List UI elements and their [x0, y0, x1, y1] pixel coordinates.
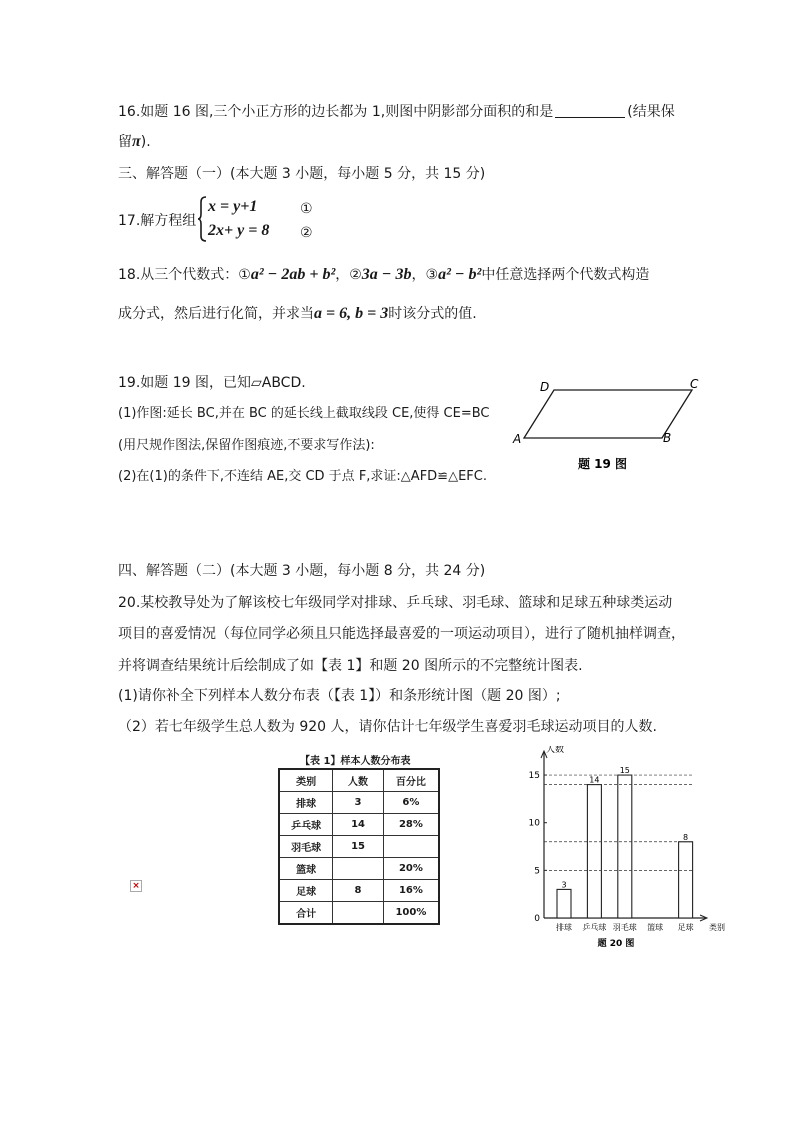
- cell: 14: [333, 814, 384, 836]
- y-tick-label: 10: [528, 818, 540, 829]
- q19-line1: 19.如题 19 图，已知▱ABCD.: [118, 375, 306, 391]
- bar: [679, 842, 693, 918]
- table-row: [279, 792, 439, 814]
- q20-line4: (1)请你补全下列样本人数分布表（【表 1】）和条形统计图（题 20 图）;: [118, 688, 561, 704]
- cell: 羽毛球: [279, 836, 333, 858]
- table-row: [279, 902, 439, 925]
- figure-20-caption: 题 20 图: [597, 939, 635, 949]
- cell: 6%: [383, 792, 439, 814]
- cell: 8: [333, 880, 384, 902]
- q17-mark1: ①: [300, 201, 313, 217]
- y-tick-label: 0: [534, 914, 540, 924]
- bar: [618, 775, 632, 918]
- section-4-heading: 四、解答题（二）(本大题 3 小题，每小题 8 分，共 24 分): [118, 563, 486, 579]
- q17-eq2: 2x+ y = 8: [208, 222, 270, 239]
- q19-line4: (2)在(1)的条件下,不连结 AE,交 CD 于点 F,求证:△AFD≌△EFC.: [118, 469, 487, 484]
- bar-value-label: 8: [683, 832, 689, 842]
- bar: [587, 785, 601, 918]
- figure-19-caption: 题 19 图: [578, 457, 628, 471]
- expr-2: 3a − 3b: [361, 266, 412, 283]
- header-category: 类别: [279, 769, 333, 792]
- q17-label: 17.解方程组: [118, 213, 197, 229]
- q19-line3: (用尺规作图法,保留作图痕迹,不要求写作法):: [118, 438, 375, 453]
- q18-text: ，②: [335, 267, 362, 283]
- q20-line5: （2）若七年级学生总人数为 920 人，请你估计七年级学生喜爱羽毛球运动项目的人数.: [118, 719, 657, 735]
- cell: 篮球: [279, 858, 333, 880]
- q18-text: 18.从三个代数式：①: [118, 267, 251, 283]
- bar-value-label: 15: [619, 766, 630, 776]
- bar: [557, 889, 571, 918]
- cell-blank[interactable]: [333, 902, 384, 925]
- table-row: [279, 858, 439, 880]
- q18-line2: [118, 304, 477, 324]
- cell: 16%: [383, 880, 439, 902]
- brace: [197, 196, 207, 246]
- expr-1: a² − 2ab + b²: [250, 266, 336, 283]
- parallelogram-figure: [510, 378, 710, 474]
- table-row: [279, 880, 439, 902]
- cell: 28%: [383, 814, 439, 836]
- q18-text: 中任意选择两个代数式构造: [481, 267, 650, 283]
- x-axis-label: 类别: [709, 923, 725, 932]
- q18-line1: [118, 265, 649, 285]
- q16-line1: [118, 102, 675, 122]
- header-count: 人数: [333, 769, 384, 792]
- q16-text: 16.如题 16 图,三个小正方形的边长都为 1,则图中阴影部分面积的和是: [118, 104, 554, 120]
- vertex-a-label: A: [513, 432, 522, 446]
- q19-line2: (1)作图:延长 BC,并在 BC 的延长线上截取线段 CE,使得 CE=BC: [118, 406, 490, 421]
- table-header-row: [279, 769, 439, 792]
- q18-text: 时该分式的值.: [388, 306, 477, 322]
- table-row: [279, 836, 439, 858]
- bar-chart-figure-20: [526, 746, 736, 952]
- bar-value-label: 3: [561, 880, 567, 890]
- expr-3: a² − b²: [438, 266, 482, 283]
- q16-text2: 留: [118, 134, 132, 150]
- y-tick-label: 5: [534, 866, 540, 877]
- section-3-heading: 三、解答题（一）(本大题 3 小题，每小题 5 分，共 15 分): [118, 166, 486, 182]
- q20-line1: 20.某校教导处为了解该校七年级同学对排球、乒乓球、羽毛球、篮球和足球五种球类运动: [118, 595, 673, 611]
- cell: 排球: [279, 792, 333, 814]
- header-percent: 百分比: [383, 769, 439, 792]
- chart-layer: [529, 746, 725, 949]
- cell-blank[interactable]: [333, 858, 384, 880]
- q18-text: 成分式，然后进行化简，并求当: [118, 306, 314, 322]
- cell: 合计: [279, 902, 333, 925]
- q18-text: ，③: [411, 267, 439, 283]
- category-label: 篮球: [647, 923, 664, 932]
- sample-distribution-table: [278, 768, 440, 925]
- q17-eq1: x = y+1: [208, 198, 258, 215]
- left-brace-icon: [197, 196, 207, 242]
- q20-line2: 项目的喜爱情况（每位同学必须且只能选择最喜爱的一项运动项目），进行了随机抽样调查，: [118, 626, 685, 642]
- answer-blank[interactable]: [555, 103, 625, 118]
- cell: 3: [333, 792, 384, 814]
- table-1-title: 【表 1】样本人数分布表: [300, 756, 411, 767]
- vertex-c-label: C: [690, 378, 699, 391]
- q17-mark2: ②: [300, 225, 313, 241]
- category-label: 排球: [556, 923, 572, 932]
- vertex-b-label: B: [663, 431, 672, 445]
- cell: 100%: [383, 902, 439, 925]
- cell: 足球: [279, 880, 333, 902]
- category-label: 足球: [677, 923, 694, 932]
- vertex-d-label: D: [540, 380, 550, 394]
- cell: 20%: [383, 858, 439, 880]
- q16-text-end: (结果保: [627, 104, 675, 120]
- broken-image-icon: ×: [130, 880, 142, 892]
- cell: 乒乓球: [279, 814, 333, 836]
- bar-value-label: 14: [589, 775, 600, 785]
- expr-values: a = 6, b = 3: [314, 305, 389, 322]
- y-tick-label: 15: [528, 771, 540, 782]
- category-label: 羽毛球: [612, 923, 637, 932]
- pi-symbol: π: [132, 133, 141, 150]
- cell: 15: [333, 836, 384, 858]
- q16-text2-end: ).: [140, 134, 151, 150]
- cell-blank[interactable]: [383, 836, 439, 858]
- q20-line3: 并将调查结果统计后绘制成了如【表 1】和题 20 图所示的不完整统计图表.: [118, 658, 583, 674]
- table-row: [279, 814, 439, 836]
- q16-line2: [118, 132, 151, 152]
- y-axis-label: 人数: [546, 746, 565, 755]
- category-label: 乒乓球: [582, 923, 607, 932]
